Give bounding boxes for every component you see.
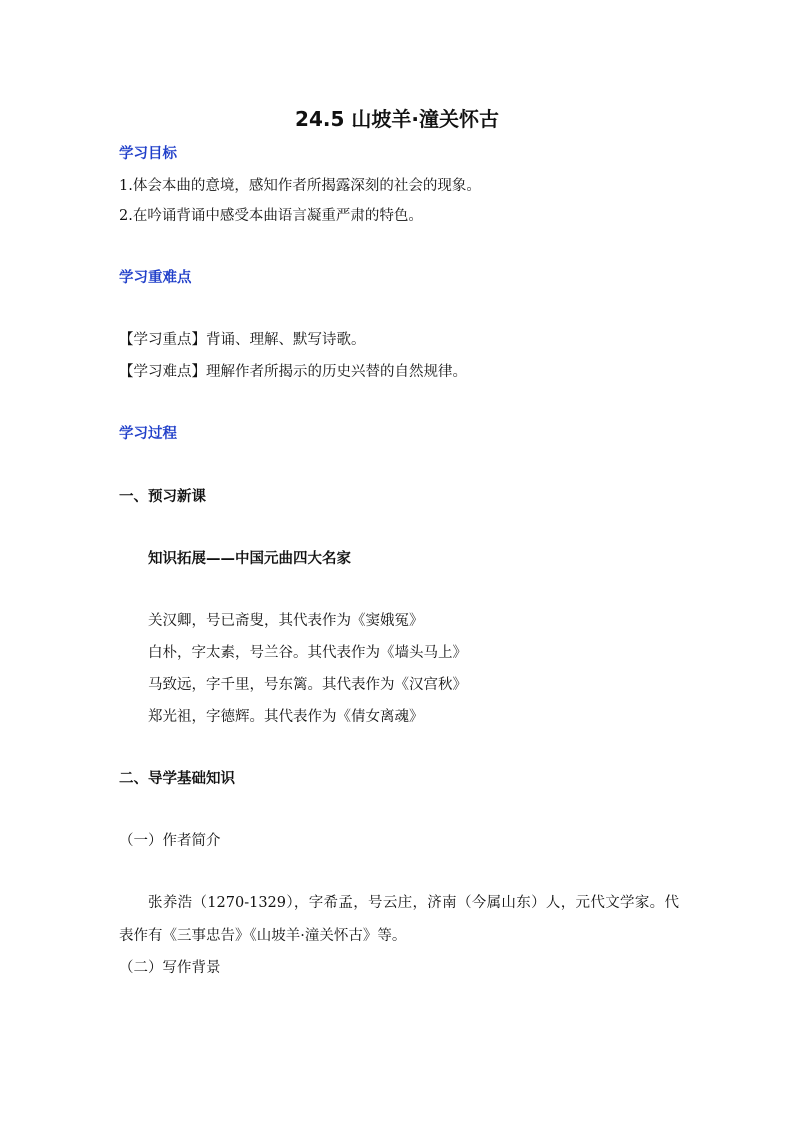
- key-points-heading: 学习重难点: [119, 270, 192, 286]
- section1-heading: 一、预习新课: [119, 489, 206, 505]
- objectives-heading: 学习目标: [119, 146, 177, 162]
- author-entry: 郑光祖，字德辉。其代表作为《倩女离魂》: [148, 709, 424, 725]
- process-heading: 学习过程: [119, 426, 177, 442]
- background-heading: （二）写作背景: [119, 960, 221, 976]
- section1-subheading: 知识拓展——中国元曲四大名家: [148, 551, 351, 567]
- author-intro-heading: （一）作者简介: [119, 833, 221, 849]
- objective-item: 1.体会本曲的意境，感知作者所揭露深刻的社会的现象。: [119, 178, 481, 194]
- author-entry: 关汉卿，号已斋叟，其代表作为《窦娥冤》: [148, 613, 424, 629]
- author-intro-text: 张养浩（1270-1329），字希孟，号云庄，济南（今属山东）人，元代文学家。代表作有《三事忠告》《山坡羊·潼关怀古》等。: [119, 895, 679, 944]
- key-difficulty: 【学习难点】理解作者所揭示的历史兴替的自然规律。: [119, 364, 467, 380]
- key-focus: 【学习重点】背诵、理解、默写诗歌。: [119, 332, 366, 348]
- objective-item: 2.在吟诵背诵中感受本曲语言凝重严肃的特色。: [119, 208, 423, 224]
- document-title: 24.5 山坡羊·潼关怀古: [295, 107, 499, 131]
- section2-heading: 二、导学基础知识: [119, 771, 235, 787]
- author-entry: 白朴，字太素，号兰谷。其代表作为《墙头马上》: [148, 645, 467, 661]
- author-entry: 马致远，字千里，号东篱。其代表作为《汉宫秋》: [148, 677, 467, 693]
